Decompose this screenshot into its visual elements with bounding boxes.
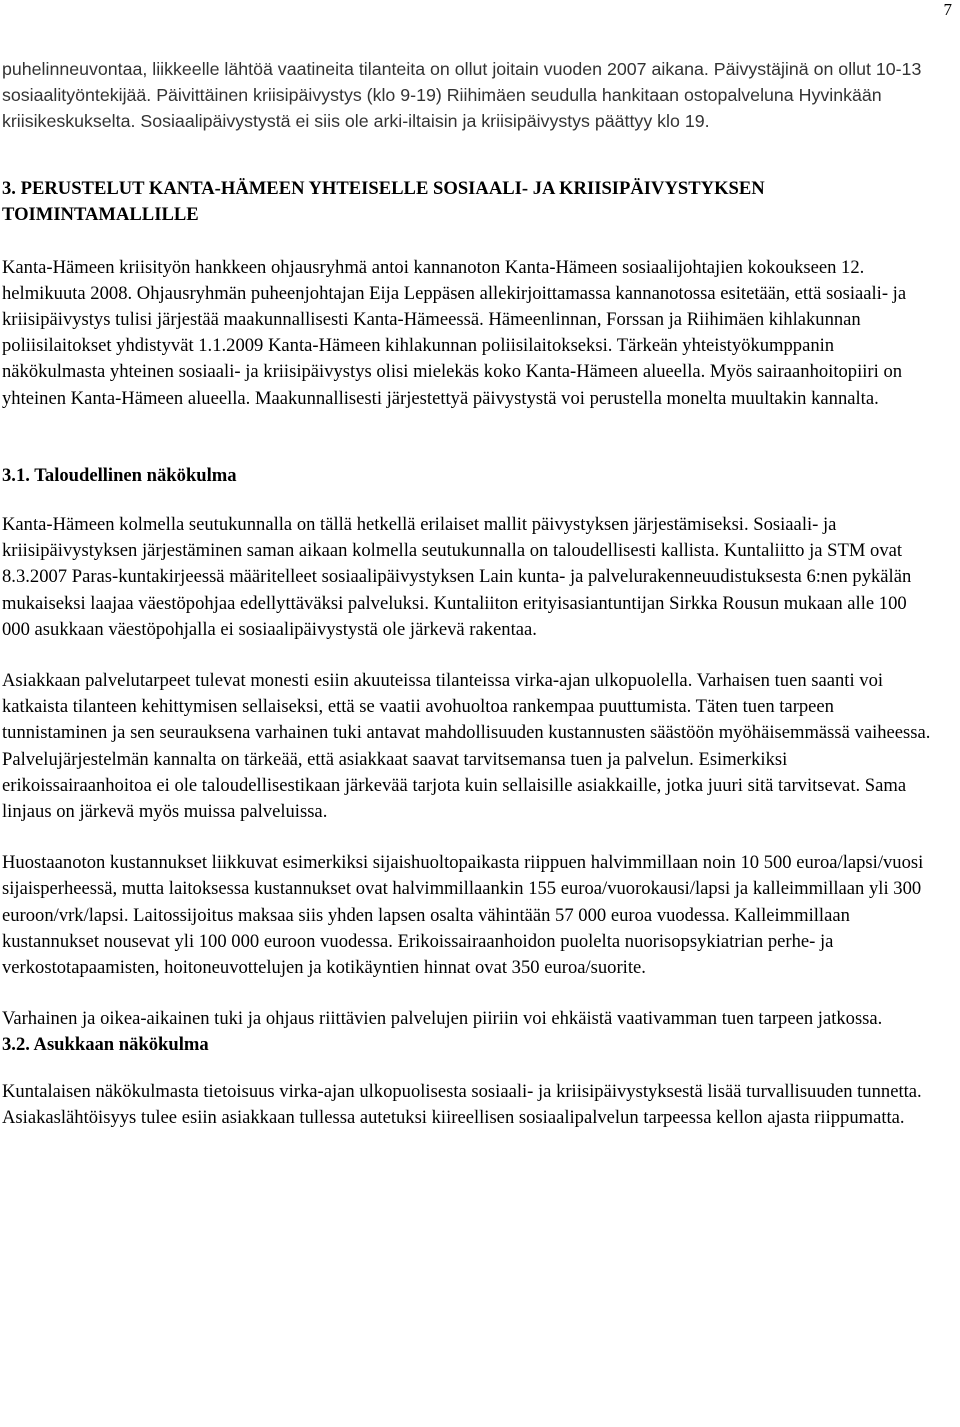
paragraph-3-1-d: Varhainen ja oikea-aikainen tuki ja ohjaus riittävien palvelujen piiriin voi ehkäistä vaativamman tuen tarpeen jatkossa. <box>2 1008 883 1030</box>
section-heading-3-1: 3.1. Taloudellinen näkökulma <box>2 464 237 486</box>
section-heading-3-2: 3.2. Asukkaan näkökulma <box>2 1034 209 1056</box>
paragraph-3-1-a: Kanta-Hämeen kolmella seutukunnalla on tällä hetkellä erilaiset mallit päivystyksen järjestämiseksi. Sosiaali- ja kriisipäivystyksen järjestäminen saman aikaan kolmella seutukunnalla on taloudellisesti kallista. Kuntaliitto ja STM ovat 8.3.2007 Paras-kuntakirjeessä määritelleet sosiaalipäivystyksen Lain kunta- ja palvelurakenneuudistuksesta 6:nen pykälän mukaiseksi laajaa väestöpohjaa edellyttäväksi palveluksi. Kuntaliiton erityisasiantuntijan Sirkka Rousun mukaan alle 100 000 asukkaan väestöpohjalla ei sosiaalipäivystystä ole järkevä rakentaa. <box>2 514 912 640</box>
intro-paragraph: puhelinneuvontaa, liikkeelle lähtöä vaatineita tilanteita on ollut joitain vuoden 2007 aikana. Päivystäjinä on ollut 10-13 sosiaalityöntekijää. Päivittäinen kriisipäivystys (klo 9-19) Riihimäen seudulla hankitaan ostopalveluna Hyvinkään kriisikeskukselta. Sosiaalipäivystystä ei siis ole arki-iltaisin ja kriisipäivystys päättyy klo 19. <box>2 59 922 132</box>
paragraph-3-2-a: Kuntalaisen näkökulmasta tietoisuus virka-ajan ulkopuolisesta sosiaali- ja kriisipäivystyksestä lisää turvallisuuden tunnetta. Asiakaslähtöisyys tulee esiin asiakkaan tullessa autetuksi kiireellisen sosiaalipalvelun tarpeessa kellon ajasta riippumatta. <box>2 1080 922 1128</box>
paragraph-3-kannanotto: Kanta-Hämeen kriisityön hankkeen ohjausryhmä antoi kannanoton Kanta-Hämeen sosiaalijohtajien kokoukseen 12. helmikuuta 2008. Ohjausryhmän puheenjohtajan Eija Leppäsen allekirjoittamassa kannanotossa esitetään, että sosiaali- ja kriisipäivystys tulisi järjestää maakunnallisesti Kanta-Hämeessä. Hämeenlinnan, Forssan ja Riihimäen kihlakunnan poliisilaitokset yhdistyvät 1.1.2009 Kanta-Hämeen kihlakunnan poliisilaitokseksi. Tärkeän yhteistyökumppanin näkökulmasta yhteinen sosiaali- ja kriisipäivystys olisi mielekäs koko Kanta-Hämeen alueella. Myös sairaanhoitopiiri on yhteinen Kanta-Hämeen alueella. Maakunnallisesti järjestettyä päivystystä voi perustella monelta muultakin kannalta. <box>2 256 907 409</box>
page-number: 7 <box>943 0 952 19</box>
section-heading-3: 3. PERUSTELUT KANTA-HÄMEEN YHTEISELLE SOSIAALI- JA KRIISIPÄIVYSTYKSEN TOIMINTAMALLILLE <box>2 177 765 226</box>
paragraph-3-1-b: Asiakkaan palvelutarpeet tulevat monesti esiin akuuteissa tilanteissa virka-ajan ulkopuolella. Varhaisen tuen saanti voi katkaista tilanteen kehittymisen sellaiseksi, että se vaatii avohuoltoa rankempaa puuttumista. Täten tuen tarpeen tunnistaminen ja sen seurauksena varhainen tuki antavat mahdollisuuden kustannusten säästöön myöhäisemmässä vaiheessa. Palvelujärjestelmän kannalta on tärkeää, että asiakkaat saavat tarvitsemansa tuen ja palvelun. Esimerkiksi erikoissairaanhoitoa ei ole taloudellisestikaan järkevää tarjota kuin sellaisille asiakkaille, jotka juuri sitä tarvitsevat. Sama linjaus on järkevä myös muissa palveluissa. <box>2 670 931 823</box>
document-body <box>2 56 937 1131</box>
paragraph-3-1-c: Huostaanoton kustannukset liikkuvat esimerkiksi sijaishuoltopaikasta riippuen halvimmillaan noin 10 500 euroa/lapsi/vuosi sijaisperheessä, mutta laitoksessa kustannukset ovat halvimmillaankin 155 euroa/vuorokausi/lapsi ja kalleimmillaan yli 300 euroon/vrk/lapsi. Laitossijoitus maksaa siis yhden lapsen osalta vähintään 57 000 euroa vuodessa. Kalleimmillaan kustannukset nousevat yli 100 000 euroon vuodessa. Erikoissairaanhoidon puolelta nuorisopsykiatrian perhe- ja verkostotapaamisten, hoitoneuvottelujen ja kotikäyntien hinnat ovat 350 euroa/suorite. <box>2 852 924 979</box>
